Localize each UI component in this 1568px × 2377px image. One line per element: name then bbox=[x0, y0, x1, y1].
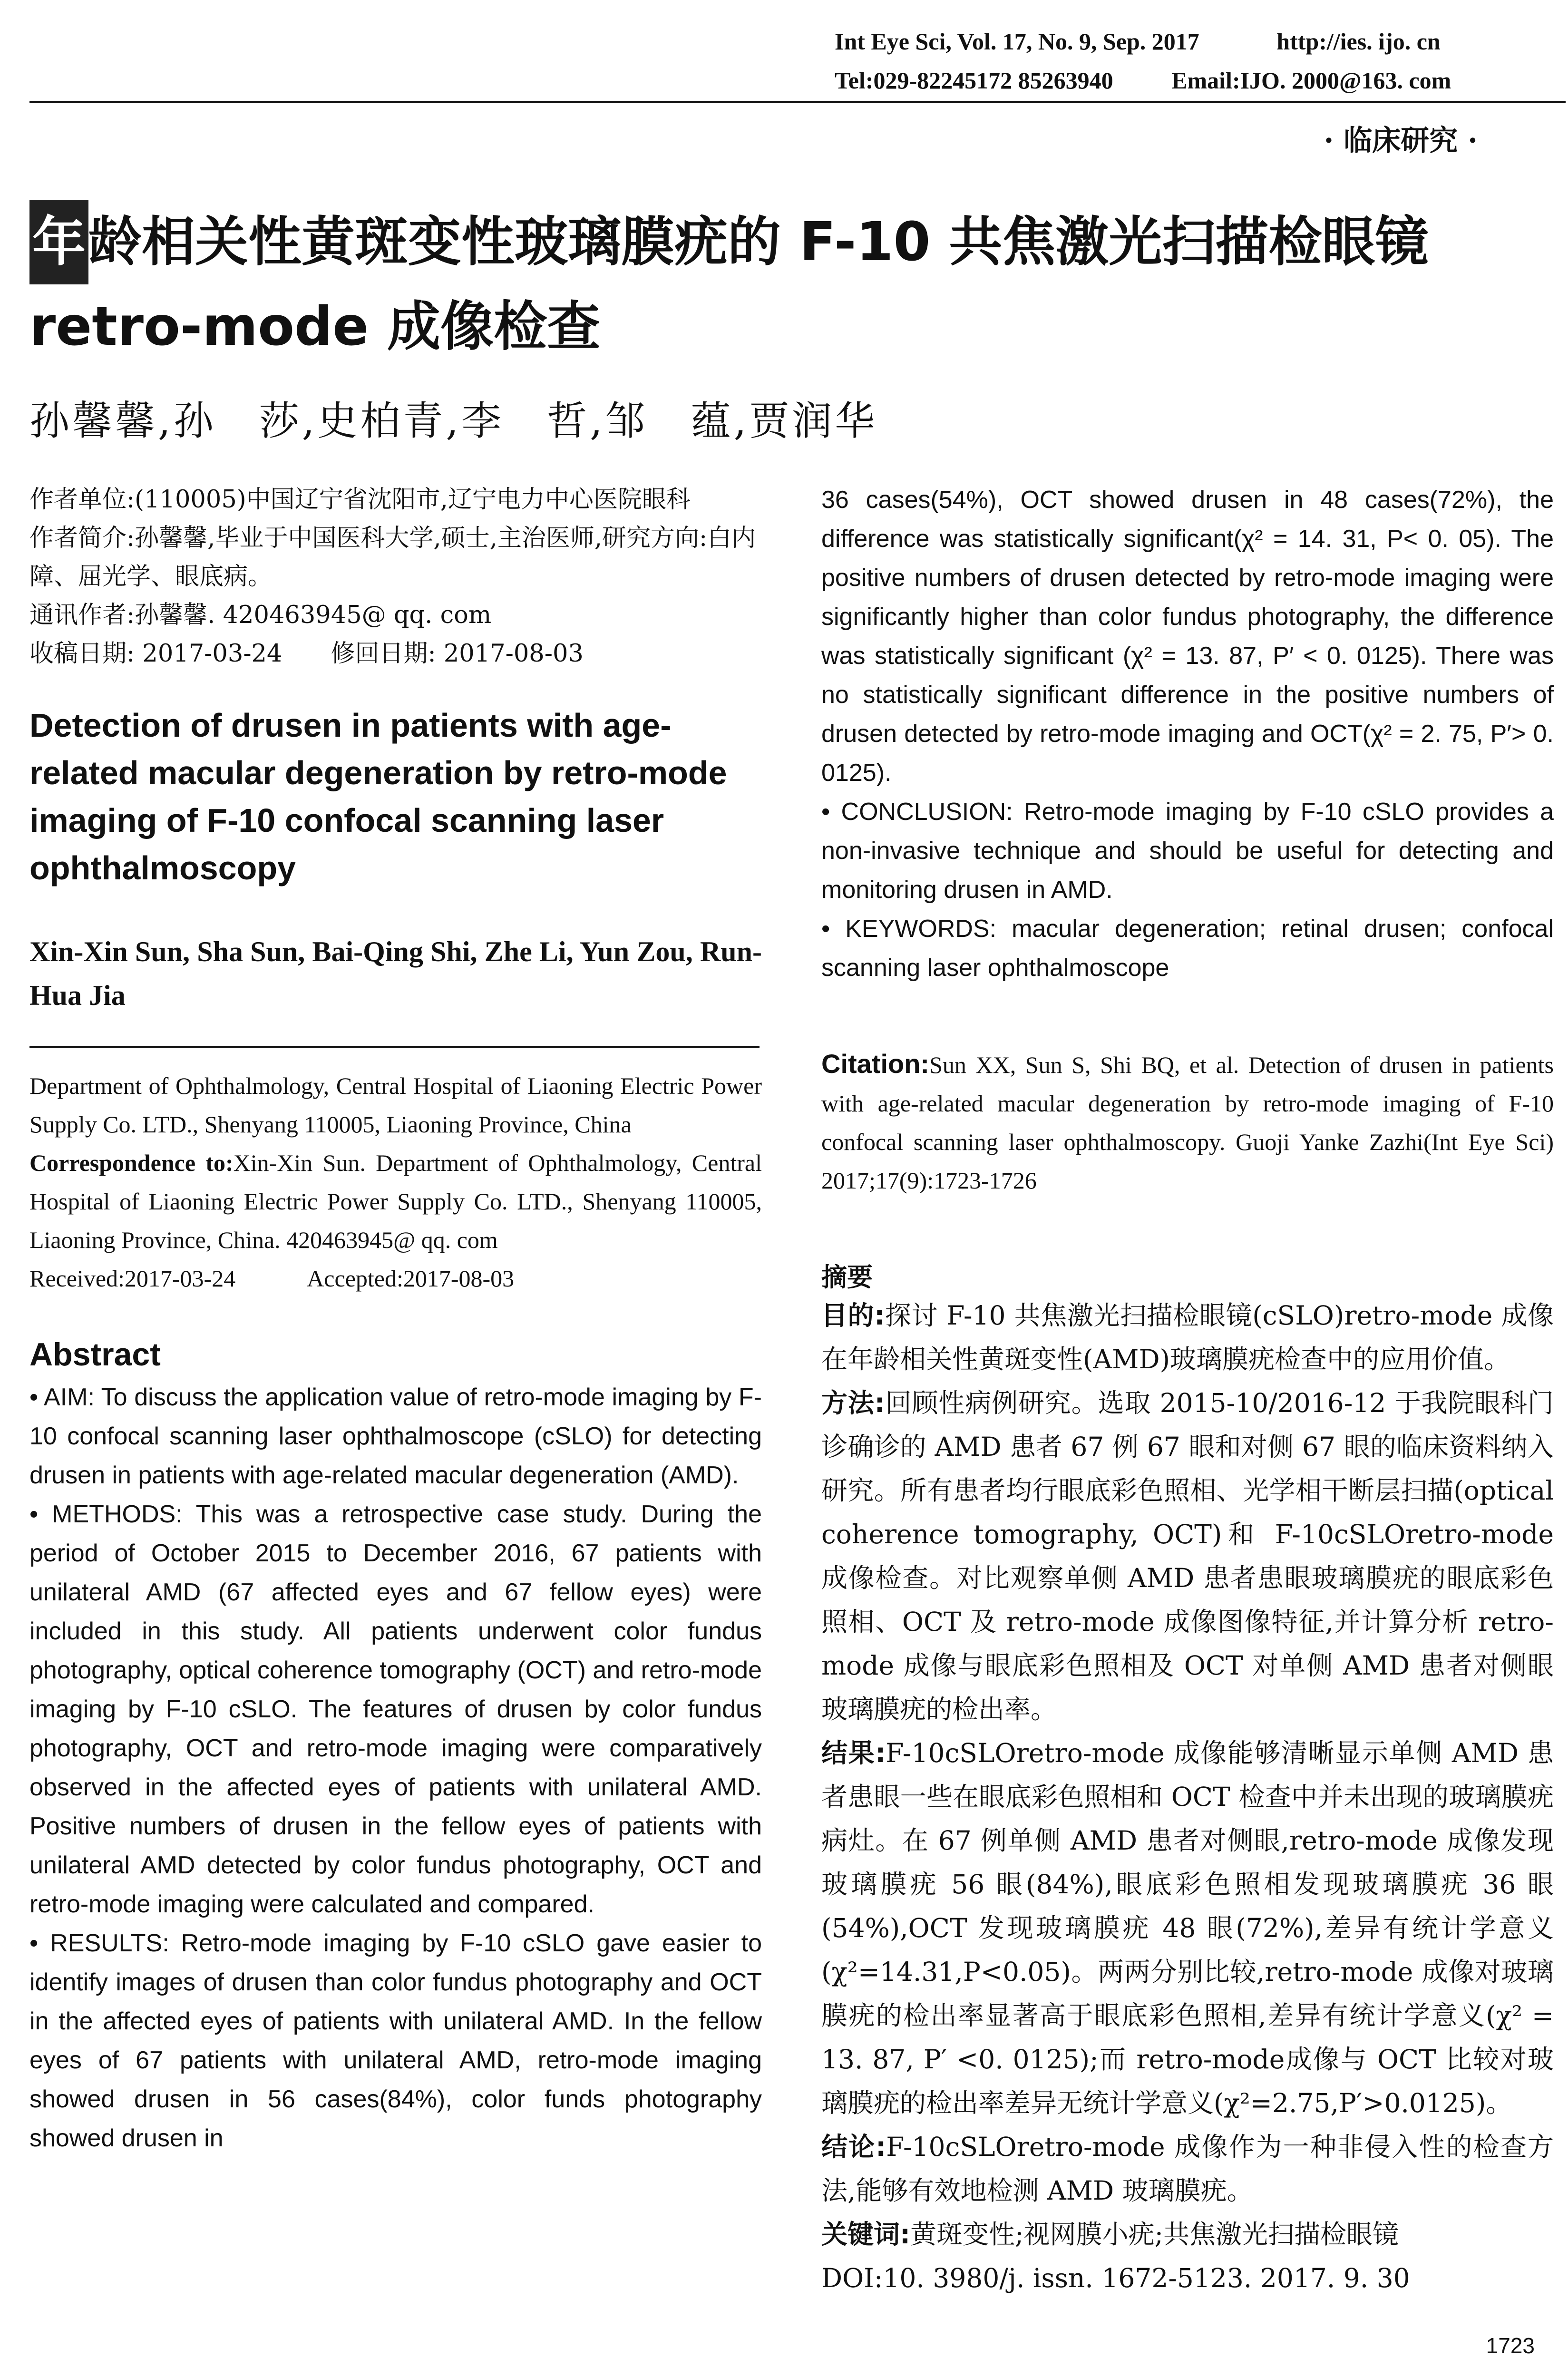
affiliation-en: Department of Ophthalmology, Central Hospital of Liaoning Electric Power Supply Co. LTD., Shenyang 110005, Liaoning Province, China bbox=[29, 1072, 762, 1138]
journal-citation: Int Eye Sci, Vol. 17, No. 9, Sep. 2017 bbox=[835, 28, 1199, 55]
abstract-cn-results-label: 结果: bbox=[821, 1738, 886, 1768]
abstract-cn-aim-text: 探讨 F-10 共焦激光扫描检眼镜(cSLO)retro-mode 成像在年龄相关性黄斑变性(AMD)玻璃膜疣检查中的应用价值。 bbox=[821, 1300, 1554, 1374]
divider bbox=[29, 1046, 760, 1048]
abstract-cn-conclusion bbox=[821, 2125, 1554, 2212]
abstract-cn-results bbox=[821, 1731, 1554, 2125]
doi[interactable]: DOI:10. 3980/j. issn. 1672-5123. 2017. 9. 30 bbox=[821, 2263, 1410, 2293]
abstract-cn-results-text: F-10cSLOretro-mode 成像能够清晰显示单侧 AMD 患者患眼一些在眼底彩色照相和 OCT 检查中并未出现的玻璃膜疣病灶。在 67 例单侧 AMD 患者对侧眼,retro-mode 成像发现玻璃膜疣 56 眼(84%),眼底彩色照相发现玻璃膜疣 36 眼(54%),OCT 发现玻璃膜疣 48 眼(72%),差异有统计学意义(χ²=14.31,P<0.05)。两两分别比较,retro-mode 成像对玻璃膜疣的检出率显著高于眼底彩色照相,差异有统计学意义(χ² = 13. 87, P′ <0. 0125);而 retro-mode成像与 OCT 比较对玻璃膜疣的检出率差异无统计学意义(χ²=2.75,P′>0.0125)。 bbox=[821, 1738, 1554, 2118]
article-title-en: Detection of drusen in patients with age-related macular degeneration by retro-mode imaging of F-10 confocal scanning laser ophthalmoscopy bbox=[29, 707, 727, 887]
abstract-cn-conclusion-label: 结论: bbox=[821, 2132, 886, 2162]
abstract-aim: • AIM: To discuss the application value of retro-mode imaging by F-10 confocal scanning laser ophthalmoscope (cSLO) for detecting drusen in patients with age-related macular degeneration (AMD). bbox=[29, 1383, 762, 1489]
abstract-cn-methods-label: 方法: bbox=[821, 1388, 885, 1418]
abstract-en-left bbox=[29, 1378, 762, 2158]
title-highlight-char: 年 bbox=[29, 200, 88, 284]
journal-tel: Tel:029-82245172 85263940 bbox=[835, 67, 1113, 94]
abstract-cn-aim bbox=[821, 1294, 1554, 1381]
section-label: · 临床研究 · bbox=[1324, 124, 1478, 157]
authors-cn: 孙馨馨,孙 莎,史柏青,李 哲,邹 蕴,贾润华 bbox=[29, 398, 878, 444]
journal-email[interactable]: Email:IJO. 2000@163. com bbox=[1171, 67, 1451, 94]
abstract-cn-keywords bbox=[821, 2212, 1554, 2256]
abstract-cn-methods bbox=[821, 1381, 1554, 1731]
abstract-cn-conclusion-text: F-10cSLOretro-mode 成像作为一种非侵入性的检查方法,能够有效地检测 AMD 玻璃膜疣。 bbox=[821, 2132, 1554, 2206]
abstract-cn-methods-text: 回顾性病例研究。选取 2015-10/2016-12 于我院眼科门诊确诊的 AMD 患者 67 例 67 眼和对侧 67 眼的临床资料纳入研究。所有患者均行眼底彩色照相、光学相干断层扫描(optical coherence tomography, OCT)和 F-10cSLOretro-mode 成像检查。对比观察单侧 AMD 患者患眼玻璃膜疣的眼底彩色照相、OCT 及 retro-mode 成像图像特征,并计算分析 retro-mode 成像与眼底彩色照相及 OCT 对单侧 AMD 患者对侧眼玻璃膜疣的检出率。 bbox=[821, 1388, 1554, 1724]
abstract-results-cont: 36 cases(54%), OCT showed drusen in 48 cases(72%), the difference was statistically significant(χ² = 14. 31, P< 0. 05). The positive numbers of drusen detected by retro-mode imaging were significantly higher than color fundus photography, the difference was statistically significant (χ² = 13. 87, P′ < 0. 0125). There was no statistically significant difference in the positive numbers of drusen detected by retro-mode imaging and OCT(χ² = 2. 75, P′> 0. 0125). bbox=[821, 486, 1554, 787]
dates-cn: 收稿日期: 2017-03-24 修回日期: 2017-08-03 bbox=[29, 640, 584, 668]
citation-text: Sun XX, Sun S, Shi BQ, et al. Detection of drusen in patients with age-related macular degeneration by retro-mode imaging of F-10 confocal scanning laser ophthalmoscopy. Guoji Yanke Zazhi(Int Eye Sci) 2017;17(9):1723-1726 bbox=[821, 1052, 1554, 1194]
abstract-cn-keywords-label: 关键词: bbox=[821, 2219, 910, 2250]
title-text: 龄相关性黄斑变性玻璃膜疣的 F-10 共焦激光扫描检眼镜 retro-mode 成像检查 bbox=[29, 211, 1429, 358]
abstract-methods: • METHODS: This was a retrospective case study. During the period of October 2015 to December 2016, 67 patients with unilateral AMD (67 affected eyes and 67 fellow eyes) were included in this study. All patients underwent color fundus photography, optical coherence tomography (OCT) and retro-mode imaging by F-10 cSLO. The features of drusen by color fundus photography, OCT and retro-mode imaging were comparatively observed in the affected eyes of patients with unilateral AMD. Positive numbers of drusen in the fellow eyes of patients with unilateral AMD detected by color fundus photography, OCT and retro-mode imaging were calculated and compared. bbox=[29, 1500, 762, 1918]
abstract-cn bbox=[821, 1294, 1554, 2300]
journal-url[interactable]: http://ies. ijo. cn bbox=[1276, 28, 1441, 55]
article-title-cn bbox=[29, 200, 1551, 369]
abstract-heading: Abstract bbox=[29, 1336, 161, 1373]
corresponding-author-cn: 通讯作者:孙馨馨. 420463945@ qq. com bbox=[29, 601, 492, 629]
header-rule bbox=[29, 101, 1566, 103]
abstract-keywords: • KEYWORDS: macular degeneration; retinal drusen; confocal scanning laser ophthalmoscope bbox=[821, 915, 1554, 982]
received-accepted: Received:2017-03-24 Accepted:2017-08-03 bbox=[29, 1265, 515, 1292]
journal-header-line2 bbox=[835, 67, 1451, 94]
abstract-en-right bbox=[821, 480, 1554, 987]
page-number: 1723 bbox=[1486, 2333, 1535, 2358]
correspondence-label: Correspondence to: bbox=[29, 1150, 234, 1176]
author-affiliation-cn: 作者单位:(110005)中国辽宁省沈阳市,辽宁电力中心医院眼科 bbox=[29, 486, 691, 514]
citation-label: Citation: bbox=[821, 1049, 930, 1079]
abstract-cn-keywords-text: 黄斑变性;视网膜小疣;共焦激光扫描检眼镜 bbox=[910, 2219, 1399, 2250]
correspondence-en bbox=[29, 1144, 762, 1259]
left-column bbox=[29, 480, 762, 2158]
journal-header-line1 bbox=[835, 28, 1441, 55]
authors-en: Xin-Xin Sun, Sha Sun, Bai-Qing Shi, Zhe Li, Yun Zou, Run-Hua Jia bbox=[29, 936, 762, 1011]
citation bbox=[821, 1044, 1554, 1200]
author-bio-cn: 作者简介:孙馨馨,毕业于中国医科大学,硕士,主治医师,研究方向:白内障、屈光学、眼底病。 bbox=[29, 524, 756, 591]
abstract-cn-heading: 摘要 bbox=[821, 1262, 873, 1292]
abstract-results: • RESULTS: Retro-mode imaging by F-10 cSLO gave easier to identify images of drusen than color fundus photography and OCT in the affected eyes of patients with unilateral AMD. In the fellow eyes of 67 patients with unilateral AMD, retro-mode imaging showed drusen in 56 cases(84%), color funds photography showed drusen in bbox=[29, 1929, 762, 2152]
author-meta-cn bbox=[29, 480, 762, 673]
abstract-conclusion: • CONCLUSION: Retro-mode imaging by F-10 cSLO provides a non-invasive technique and should be useful for detecting and monitoring drusen in AMD. bbox=[821, 798, 1554, 904]
right-column bbox=[821, 480, 1554, 2300]
correspondence-text: Xin-Xin Sun. Department of Ophthalmology, Central Hospital of Liaoning Electric Power Supply Co. LTD., Shenyang 110005, Liaoning Province, China. 420463945@ qq. com bbox=[29, 1150, 762, 1253]
abstract-cn-aim-label: 目的: bbox=[821, 1300, 885, 1331]
